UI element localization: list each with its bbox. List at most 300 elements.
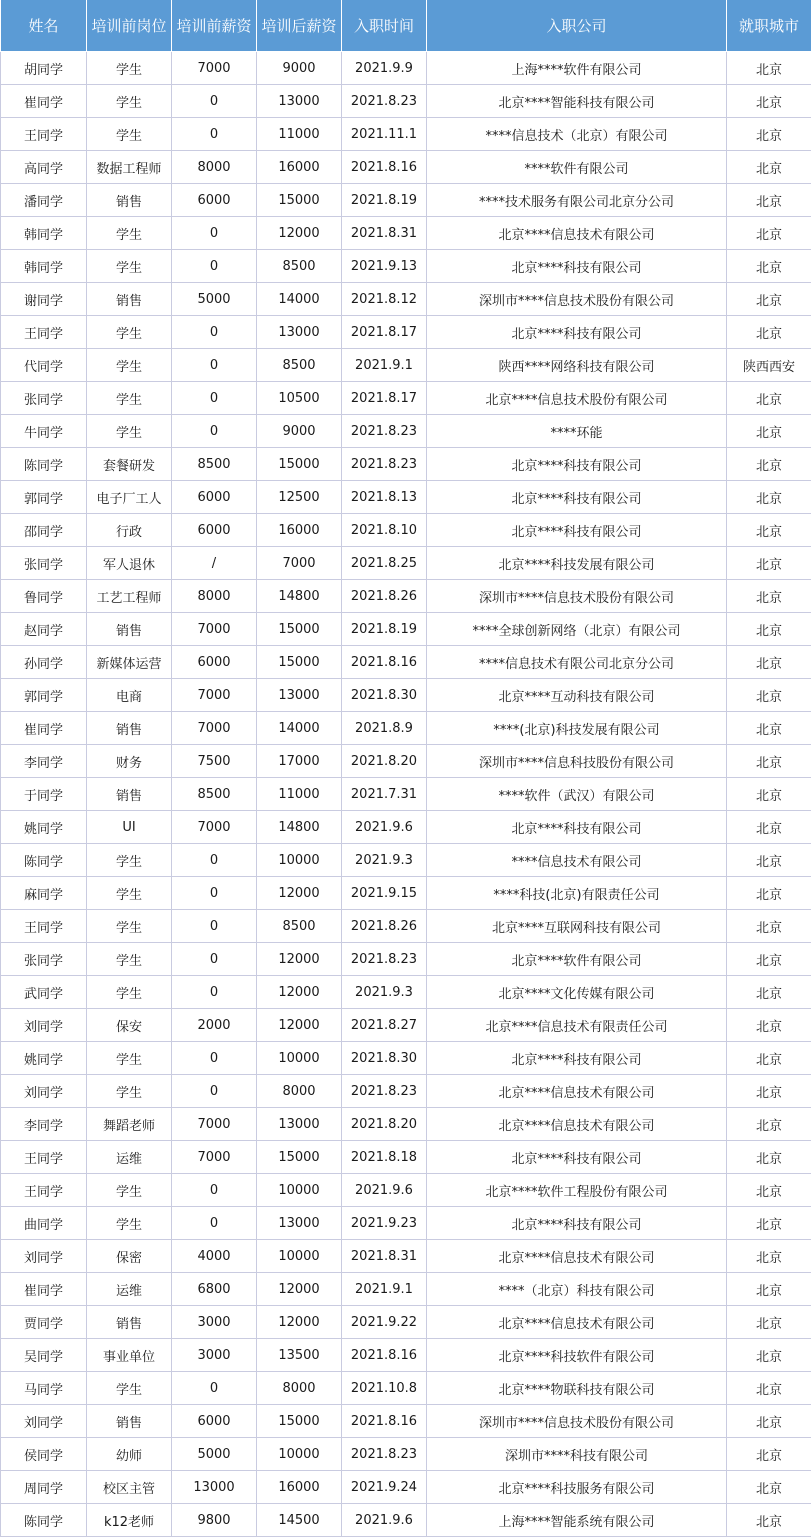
cell-previous-salary: 6000 xyxy=(172,481,257,514)
cell-name: 张同学 xyxy=(1,943,87,976)
cell-new-salary: 8500 xyxy=(257,250,342,283)
cell-company: 上海****软件有限公司 xyxy=(427,52,727,85)
table-row xyxy=(1,1141,811,1174)
table-body xyxy=(1,52,811,1537)
cell-previous-salary: 0 xyxy=(172,217,257,250)
cell-company: 深圳市****科技有限公司 xyxy=(427,1438,727,1471)
cell-hire-date: 2021.9.1 xyxy=(342,349,427,382)
cell-previous-position: 运维 xyxy=(87,1273,172,1306)
cell-previous-salary: 5000 xyxy=(172,1438,257,1471)
cell-company: ****科技(北京)有限责任公司 xyxy=(427,877,727,910)
cell-hire-date: 2021.8.16 xyxy=(342,646,427,679)
cell-hire-date: 2021.9.23 xyxy=(342,1207,427,1240)
cell-name: 马同学 xyxy=(1,1372,87,1405)
table-row xyxy=(1,547,811,580)
cell-company: 北京****科技有限公司 xyxy=(427,1207,727,1240)
cell-previous-position: 运维 xyxy=(87,1141,172,1174)
table-row xyxy=(1,481,811,514)
table-row xyxy=(1,1273,811,1306)
cell-hire-date: 2021.10.8 xyxy=(342,1372,427,1405)
cell-company: 北京****互联网科技有限公司 xyxy=(427,910,727,943)
cell-hire-date: 2021.9.6 xyxy=(342,811,427,844)
cell-previous-salary: 7500 xyxy=(172,745,257,778)
header-previous-position: 培训前岗位 xyxy=(87,0,172,52)
cell-company: ****（北京）科技有限公司 xyxy=(427,1273,727,1306)
cell-previous-position: 学生 xyxy=(87,1174,172,1207)
table-row xyxy=(1,118,811,151)
cell-name: 韩同学 xyxy=(1,217,87,250)
cell-new-salary: 15000 xyxy=(257,184,342,217)
cell-previous-position: 财务 xyxy=(87,745,172,778)
cell-company: ****(北京)科技发展有限公司 xyxy=(427,712,727,745)
cell-previous-position: 学生 xyxy=(87,877,172,910)
table-row xyxy=(1,943,811,976)
cell-hire-date: 2021.9.1 xyxy=(342,1273,427,1306)
cell-previous-position: 学生 xyxy=(87,1372,172,1405)
cell-new-salary: 14500 xyxy=(257,1504,342,1537)
cell-name: 牛同学 xyxy=(1,415,87,448)
cell-new-salary: 15000 xyxy=(257,613,342,646)
cell-name: 谢同学 xyxy=(1,283,87,316)
cell-previous-position: 学生 xyxy=(87,316,172,349)
cell-new-salary: 10000 xyxy=(257,844,342,877)
cell-city: 北京 xyxy=(727,514,811,547)
cell-city: 北京 xyxy=(727,811,811,844)
cell-new-salary: 14800 xyxy=(257,580,342,613)
cell-previous-salary: 0 xyxy=(172,349,257,382)
cell-previous-salary: 5000 xyxy=(172,283,257,316)
cell-hire-date: 2021.8.16 xyxy=(342,1339,427,1372)
table-row xyxy=(1,976,811,1009)
cell-new-salary: 10000 xyxy=(257,1240,342,1273)
cell-previous-salary: 6000 xyxy=(172,184,257,217)
table-row xyxy=(1,1042,811,1075)
cell-previous-salary: 0 xyxy=(172,1207,257,1240)
cell-city: 北京 xyxy=(727,547,811,580)
table-row xyxy=(1,1240,811,1273)
cell-hire-date: 2021.9.9 xyxy=(342,52,427,85)
table-row xyxy=(1,679,811,712)
cell-hire-date: 2021.8.23 xyxy=(342,85,427,118)
cell-city: 北京 xyxy=(727,1339,811,1372)
cell-hire-date: 2021.8.23 xyxy=(342,1438,427,1471)
cell-company: 北京****文化传媒有限公司 xyxy=(427,976,727,1009)
cell-company: 深圳市****信息科技股份有限公司 xyxy=(427,745,727,778)
cell-name: 刘同学 xyxy=(1,1240,87,1273)
cell-previous-salary: 0 xyxy=(172,1042,257,1075)
cell-hire-date: 2021.9.22 xyxy=(342,1306,427,1339)
cell-company: 北京****互动科技有限公司 xyxy=(427,679,727,712)
cell-name: 崔同学 xyxy=(1,712,87,745)
cell-previous-salary: 7000 xyxy=(172,811,257,844)
cell-company: 北京****科技有限公司 xyxy=(427,481,727,514)
cell-name: 王同学 xyxy=(1,1174,87,1207)
cell-hire-date: 2021.9.3 xyxy=(342,844,427,877)
cell-company: ****软件有限公司 xyxy=(427,151,727,184)
cell-previous-position: k12老师 xyxy=(87,1504,172,1537)
cell-new-salary: 15000 xyxy=(257,646,342,679)
cell-company: 北京****智能科技有限公司 xyxy=(427,85,727,118)
cell-previous-salary: 8500 xyxy=(172,448,257,481)
cell-previous-salary: 4000 xyxy=(172,1240,257,1273)
cell-hire-date: 2021.8.30 xyxy=(342,1042,427,1075)
cell-hire-date: 2021.9.15 xyxy=(342,877,427,910)
cell-hire-date: 2021.8.20 xyxy=(342,745,427,778)
table-row xyxy=(1,580,811,613)
cell-new-salary: 13000 xyxy=(257,1108,342,1141)
table-row xyxy=(1,844,811,877)
cell-name: 姚同学 xyxy=(1,1042,87,1075)
cell-city: 北京 xyxy=(727,1306,811,1339)
header-name: 姓名 xyxy=(1,0,87,52)
cell-previous-position: 学生 xyxy=(87,250,172,283)
cell-previous-position: 销售 xyxy=(87,712,172,745)
cell-city: 北京 xyxy=(727,1174,811,1207)
cell-hire-date: 2021.8.23 xyxy=(342,448,427,481)
cell-name: 高同学 xyxy=(1,151,87,184)
cell-city: 北京 xyxy=(727,778,811,811)
table-row xyxy=(1,1504,811,1537)
cell-city: 北京 xyxy=(727,382,811,415)
cell-hire-date: 2021.8.16 xyxy=(342,1405,427,1438)
cell-name: 鲁同学 xyxy=(1,580,87,613)
table-row xyxy=(1,415,811,448)
cell-name: 刘同学 xyxy=(1,1405,87,1438)
cell-city: 北京 xyxy=(727,646,811,679)
cell-city: 北京 xyxy=(727,712,811,745)
cell-previous-salary: 0 xyxy=(172,250,257,283)
cell-name: 姚同学 xyxy=(1,811,87,844)
cell-name: 邵同学 xyxy=(1,514,87,547)
cell-name: 吴同学 xyxy=(1,1339,87,1372)
cell-previous-position: 电商 xyxy=(87,679,172,712)
cell-previous-position: 学生 xyxy=(87,844,172,877)
cell-city: 北京 xyxy=(727,1141,811,1174)
cell-hire-date: 2021.9.3 xyxy=(342,976,427,1009)
cell-new-salary: 13000 xyxy=(257,679,342,712)
table-row xyxy=(1,184,811,217)
cell-company: 陕西****网络科技有限公司 xyxy=(427,349,727,382)
cell-hire-date: 2021.9.6 xyxy=(342,1504,427,1537)
cell-hire-date: 2021.9.6 xyxy=(342,1174,427,1207)
cell-previous-salary: 7000 xyxy=(172,52,257,85)
cell-previous-salary: 8000 xyxy=(172,580,257,613)
cell-new-salary: 15000 xyxy=(257,1141,342,1174)
cell-previous-position: 学生 xyxy=(87,349,172,382)
header-row xyxy=(1,0,811,52)
cell-city: 北京 xyxy=(727,85,811,118)
cell-previous-salary: 0 xyxy=(172,943,257,976)
cell-previous-salary: 0 xyxy=(172,316,257,349)
cell-previous-salary: 6000 xyxy=(172,514,257,547)
cell-previous-salary: 7000 xyxy=(172,1141,257,1174)
cell-company: 北京****科技有限公司 xyxy=(427,448,727,481)
cell-previous-position: 学生 xyxy=(87,1207,172,1240)
cell-city: 北京 xyxy=(727,184,811,217)
cell-company: 北京****科技服务有限公司 xyxy=(427,1471,727,1504)
cell-new-salary: 17000 xyxy=(257,745,342,778)
cell-city: 北京 xyxy=(727,415,811,448)
cell-hire-date: 2021.8.18 xyxy=(342,1141,427,1174)
cell-city: 北京 xyxy=(727,976,811,1009)
cell-previous-position: 校区主管 xyxy=(87,1471,172,1504)
cell-company: 北京****科技有限公司 xyxy=(427,514,727,547)
cell-hire-date: 2021.8.26 xyxy=(342,580,427,613)
cell-hire-date: 2021.8.17 xyxy=(342,316,427,349)
cell-previous-salary: 8000 xyxy=(172,151,257,184)
cell-previous-position: 军人退休 xyxy=(87,547,172,580)
cell-previous-position: 学生 xyxy=(87,85,172,118)
cell-name: 陈同学 xyxy=(1,448,87,481)
cell-previous-salary: 0 xyxy=(172,1174,257,1207)
cell-name: 陈同学 xyxy=(1,844,87,877)
cell-company: ****全球创新网络（北京）有限公司 xyxy=(427,613,727,646)
cell-name: 王同学 xyxy=(1,1141,87,1174)
cell-previous-salary: 0 xyxy=(172,976,257,1009)
header-city: 就职城市 xyxy=(727,0,811,52)
cell-new-salary: 16000 xyxy=(257,1471,342,1504)
cell-previous-position: 销售 xyxy=(87,1306,172,1339)
cell-previous-position: 舞蹈老师 xyxy=(87,1108,172,1141)
cell-company: ****信息技术有限公司北京分公司 xyxy=(427,646,727,679)
cell-city: 北京 xyxy=(727,943,811,976)
cell-new-salary: 8500 xyxy=(257,349,342,382)
cell-city: 北京 xyxy=(727,481,811,514)
cell-name: 麻同学 xyxy=(1,877,87,910)
cell-city: 北京 xyxy=(727,613,811,646)
cell-new-salary: 11000 xyxy=(257,778,342,811)
cell-previous-position: 学生 xyxy=(87,118,172,151)
cell-hire-date: 2021.8.27 xyxy=(342,1009,427,1042)
table-row xyxy=(1,514,811,547)
cell-previous-position: 数据工程师 xyxy=(87,151,172,184)
cell-hire-date: 2021.8.25 xyxy=(342,547,427,580)
cell-previous-salary: 7000 xyxy=(172,1108,257,1141)
cell-previous-salary: 0 xyxy=(172,415,257,448)
table-row xyxy=(1,613,811,646)
cell-new-salary: 10000 xyxy=(257,1438,342,1471)
cell-previous-position: 学生 xyxy=(87,1075,172,1108)
cell-hire-date: 2021.7.31 xyxy=(342,778,427,811)
cell-new-salary: 9000 xyxy=(257,415,342,448)
cell-previous-position: UI xyxy=(87,811,172,844)
cell-new-salary: 12000 xyxy=(257,976,342,1009)
cell-new-salary: 13000 xyxy=(257,1207,342,1240)
cell-name: 张同学 xyxy=(1,547,87,580)
table-row xyxy=(1,250,811,283)
cell-company: 北京****信息技术有限公司 xyxy=(427,1075,727,1108)
cell-hire-date: 2021.8.23 xyxy=(342,943,427,976)
cell-city: 北京 xyxy=(727,745,811,778)
cell-city: 北京 xyxy=(727,151,811,184)
table-row xyxy=(1,283,811,316)
table-row xyxy=(1,1306,811,1339)
cell-previous-salary: 6000 xyxy=(172,646,257,679)
cell-new-salary: 11000 xyxy=(257,118,342,151)
cell-previous-position: 幼师 xyxy=(87,1438,172,1471)
cell-company: 北京****科技发展有限公司 xyxy=(427,547,727,580)
cell-new-salary: 12000 xyxy=(257,943,342,976)
cell-company: 北京****信息技术有限公司 xyxy=(427,217,727,250)
cell-company: 北京****科技有限公司 xyxy=(427,1141,727,1174)
table-row xyxy=(1,1108,811,1141)
cell-name: 代同学 xyxy=(1,349,87,382)
cell-name: 张同学 xyxy=(1,382,87,415)
table-row xyxy=(1,778,811,811)
cell-company: 北京****信息技术有限公司 xyxy=(427,1240,727,1273)
cell-previous-position: 套餐研发 xyxy=(87,448,172,481)
cell-city: 北京 xyxy=(727,1108,811,1141)
cell-previous-salary: 3000 xyxy=(172,1339,257,1372)
cell-hire-date: 2021.8.13 xyxy=(342,481,427,514)
table-row xyxy=(1,448,811,481)
cell-new-salary: 12000 xyxy=(257,1009,342,1042)
cell-city: 北京 xyxy=(727,1438,811,1471)
cell-previous-salary: 0 xyxy=(172,85,257,118)
cell-previous-position: 销售 xyxy=(87,283,172,316)
cell-hire-date: 2021.8.30 xyxy=(342,679,427,712)
cell-company: 深圳市****信息技术股份有限公司 xyxy=(427,283,727,316)
cell-hire-date: 2021.11.1 xyxy=(342,118,427,151)
cell-city: 北京 xyxy=(727,1009,811,1042)
cell-company: 深圳市****信息技术股份有限公司 xyxy=(427,580,727,613)
table-row xyxy=(1,1471,811,1504)
table-row xyxy=(1,382,811,415)
cell-new-salary: 12000 xyxy=(257,877,342,910)
cell-city: 北京 xyxy=(727,448,811,481)
cell-previous-salary: / xyxy=(172,547,257,580)
cell-name: 武同学 xyxy=(1,976,87,1009)
cell-previous-salary: 0 xyxy=(172,910,257,943)
table-row xyxy=(1,712,811,745)
cell-city: 北京 xyxy=(727,1273,811,1306)
cell-name: 王同学 xyxy=(1,910,87,943)
cell-previous-salary: 3000 xyxy=(172,1306,257,1339)
cell-name: 陈同学 xyxy=(1,1504,87,1537)
cell-new-salary: 13500 xyxy=(257,1339,342,1372)
header-company: 入职公司 xyxy=(427,0,727,52)
table-row xyxy=(1,1207,811,1240)
table-row xyxy=(1,85,811,118)
cell-company: 深圳市****信息技术股份有限公司 xyxy=(427,1405,727,1438)
table-row xyxy=(1,1372,811,1405)
cell-company: 北京****信息技术股份有限公司 xyxy=(427,382,727,415)
table-row xyxy=(1,1174,811,1207)
cell-company: 北京****科技软件有限公司 xyxy=(427,1339,727,1372)
cell-company: 北京****软件有限公司 xyxy=(427,943,727,976)
table-row xyxy=(1,151,811,184)
cell-previous-salary: 6800 xyxy=(172,1273,257,1306)
cell-previous-position: 保安 xyxy=(87,1009,172,1042)
cell-city: 北京 xyxy=(727,679,811,712)
cell-company: 北京****科技有限公司 xyxy=(427,1042,727,1075)
cell-city: 北京 xyxy=(727,1240,811,1273)
cell-company: ****技术服务有限公司北京分公司 xyxy=(427,184,727,217)
cell-name: 潘同学 xyxy=(1,184,87,217)
cell-name: 崔同学 xyxy=(1,1273,87,1306)
cell-new-salary: 15000 xyxy=(257,448,342,481)
cell-hire-date: 2021.8.19 xyxy=(342,613,427,646)
cell-city: 北京 xyxy=(727,250,811,283)
cell-previous-salary: 7000 xyxy=(172,679,257,712)
header-hire-date: 入职时间 xyxy=(342,0,427,52)
table-row xyxy=(1,745,811,778)
cell-city: 北京 xyxy=(727,217,811,250)
cell-new-salary: 12000 xyxy=(257,1273,342,1306)
cell-city: 北京 xyxy=(727,910,811,943)
cell-city: 北京 xyxy=(727,52,811,85)
cell-company: 北京****信息技术有限责任公司 xyxy=(427,1009,727,1042)
cell-new-salary: 14800 xyxy=(257,811,342,844)
cell-previous-salary: 0 xyxy=(172,877,257,910)
cell-previous-salary: 0 xyxy=(172,1075,257,1108)
cell-hire-date: 2021.8.17 xyxy=(342,382,427,415)
cell-city: 陕西西安 xyxy=(727,349,811,382)
cell-hire-date: 2021.9.13 xyxy=(342,250,427,283)
cell-previous-salary: 0 xyxy=(172,1372,257,1405)
cell-city: 北京 xyxy=(727,844,811,877)
cell-name: 刘同学 xyxy=(1,1009,87,1042)
cell-hire-date: 2021.8.12 xyxy=(342,283,427,316)
table-row xyxy=(1,316,811,349)
table-row xyxy=(1,1405,811,1438)
cell-city: 北京 xyxy=(727,1042,811,1075)
table-header xyxy=(1,0,811,52)
cell-new-salary: 14000 xyxy=(257,712,342,745)
cell-city: 北京 xyxy=(727,1504,811,1537)
cell-hire-date: 2021.8.31 xyxy=(342,1240,427,1273)
table-row xyxy=(1,1339,811,1372)
cell-name: 赵同学 xyxy=(1,613,87,646)
table-row xyxy=(1,1009,811,1042)
cell-name: 崔同学 xyxy=(1,85,87,118)
cell-hire-date: 2021.8.23 xyxy=(342,415,427,448)
cell-city: 北京 xyxy=(727,1372,811,1405)
cell-new-salary: 12000 xyxy=(257,1306,342,1339)
table-row xyxy=(1,811,811,844)
cell-new-salary: 10000 xyxy=(257,1042,342,1075)
cell-new-salary: 10000 xyxy=(257,1174,342,1207)
table-row xyxy=(1,349,811,382)
cell-name: 刘同学 xyxy=(1,1075,87,1108)
cell-previous-position: 销售 xyxy=(87,778,172,811)
cell-hire-date: 2021.8.10 xyxy=(342,514,427,547)
table-row xyxy=(1,52,811,85)
cell-new-salary: 8000 xyxy=(257,1372,342,1405)
cell-previous-position: 销售 xyxy=(87,1405,172,1438)
cell-new-salary: 13000 xyxy=(257,316,342,349)
cell-previous-position: 学生 xyxy=(87,976,172,1009)
cell-name: 李同学 xyxy=(1,745,87,778)
cell-city: 北京 xyxy=(727,316,811,349)
table-row xyxy=(1,1438,811,1471)
table-row xyxy=(1,877,811,910)
cell-new-salary: 15000 xyxy=(257,1405,342,1438)
cell-company: 北京****软件工程股份有限公司 xyxy=(427,1174,727,1207)
cell-company: 上海****智能系统有限公司 xyxy=(427,1504,727,1537)
cell-hire-date: 2021.8.19 xyxy=(342,184,427,217)
cell-previous-position: 行政 xyxy=(87,514,172,547)
cell-previous-salary: 2000 xyxy=(172,1009,257,1042)
cell-hire-date: 2021.8.31 xyxy=(342,217,427,250)
cell-hire-date: 2021.8.26 xyxy=(342,910,427,943)
cell-name: 孙同学 xyxy=(1,646,87,679)
cell-new-salary: 9000 xyxy=(257,52,342,85)
cell-new-salary: 8500 xyxy=(257,910,342,943)
cell-name: 贾同学 xyxy=(1,1306,87,1339)
table-row xyxy=(1,646,811,679)
cell-previous-salary: 0 xyxy=(172,118,257,151)
